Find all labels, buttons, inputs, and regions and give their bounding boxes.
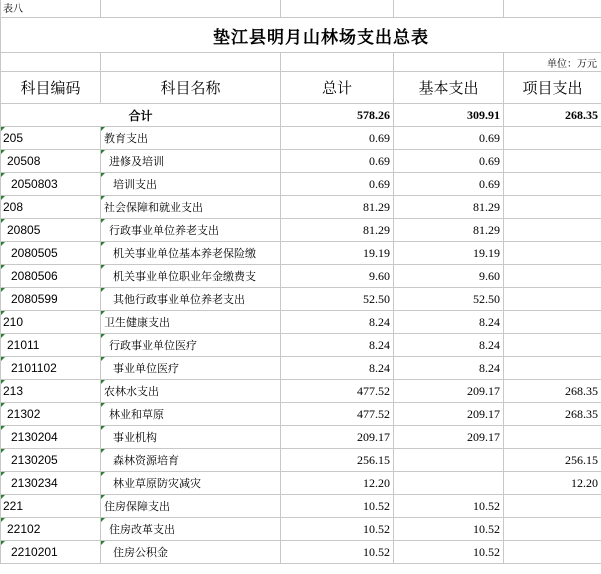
table-row: [1, 334, 601, 357]
table-row: [1, 472, 601, 495]
cell-code[interactable]: 2210201: [1, 541, 101, 564]
cell-code[interactable]: 208: [1, 196, 101, 219]
cell-project[interactable]: [504, 334, 601, 357]
cell-basic[interactable]: 0.69: [394, 173, 504, 196]
cell-code[interactable]: 21302: [1, 403, 101, 426]
cell-project[interactable]: [504, 242, 601, 265]
cell-total[interactable]: 52.50: [281, 288, 394, 311]
cell-project[interactable]: 268.35: [504, 403, 601, 426]
table-row: [1, 311, 601, 334]
cell-name[interactable]: 农林水支出: [101, 380, 281, 403]
cell-basic[interactable]: 19.19: [394, 242, 504, 265]
table-row: [1, 173, 601, 196]
cell-basic[interactable]: 10.52: [394, 495, 504, 518]
cell-basic[interactable]: 209.17: [394, 426, 504, 449]
cell-basic[interactable]: [394, 449, 504, 472]
cell-name[interactable]: 林业和草原: [101, 403, 281, 426]
sheet-tag: 表八: [1, 0, 101, 18]
cell-name[interactable]: 事业单位医疗: [101, 357, 281, 380]
table-row: [1, 449, 601, 472]
header-project[interactable]: 项目支出: [504, 72, 601, 104]
cell-code[interactable]: 20508: [1, 150, 101, 173]
cell-total[interactable]: 9.60: [281, 265, 394, 288]
cell-total[interactable]: 10.52: [281, 541, 394, 564]
cell-total[interactable]: 10.52: [281, 518, 394, 541]
cell-project[interactable]: [504, 495, 601, 518]
table-row: [1, 357, 601, 380]
cell-basic[interactable]: 209.17: [394, 380, 504, 403]
cell-basic[interactable]: 81.29: [394, 219, 504, 242]
cell-code[interactable]: 210: [1, 311, 101, 334]
cell-total[interactable]: 477.52: [281, 380, 394, 403]
cell-project[interactable]: [504, 150, 601, 173]
cell-project[interactable]: [504, 288, 601, 311]
table-row: [1, 403, 601, 426]
cell-project[interactable]: [504, 357, 601, 380]
cell-project[interactable]: [504, 196, 601, 219]
cell-code[interactable]: 205: [1, 127, 101, 150]
cell-basic[interactable]: 8.24: [394, 357, 504, 380]
header-name[interactable]: 科目名称: [101, 72, 281, 104]
table-row: [1, 265, 601, 288]
cell-basic[interactable]: 8.24: [394, 311, 504, 334]
cell-name[interactable]: 行政事业单位养老支出: [101, 219, 281, 242]
cell-code[interactable]: 213: [1, 380, 101, 403]
cell-basic[interactable]: 0.69: [394, 150, 504, 173]
unit-row: [1, 53, 601, 72]
cell-name[interactable]: 培训支出: [101, 173, 281, 196]
cell-total[interactable]: 209.17: [281, 426, 394, 449]
cell-project[interactable]: [504, 265, 601, 288]
cell-basic[interactable]: 81.29: [394, 196, 504, 219]
table-row: [1, 541, 601, 564]
cell-code[interactable]: 2080506: [1, 265, 101, 288]
header-total[interactable]: 总计: [281, 72, 394, 104]
unit-label: 单位：万元: [504, 53, 601, 72]
table-row: [1, 219, 601, 242]
cell-project[interactable]: [504, 518, 601, 541]
total-row: [1, 104, 601, 127]
table-row: [1, 518, 601, 541]
cell-name[interactable]: 卫生健康支出: [101, 311, 281, 334]
sheet-tag-row: [1, 0, 601, 18]
cell-code[interactable]: 21011: [1, 334, 101, 357]
cell-total[interactable]: 8.24: [281, 311, 394, 334]
cell-total[interactable]: 8.24: [281, 334, 394, 357]
data-rows: [1, 127, 601, 564]
cell-code[interactable]: 2080505: [1, 242, 101, 265]
cell-project[interactable]: 268.35: [504, 380, 601, 403]
cell-name[interactable]: 住房公积金: [101, 541, 281, 564]
cell-code[interactable]: 2130234: [1, 472, 101, 495]
cell-basic[interactable]: 209.17: [394, 403, 504, 426]
table-row: [1, 150, 601, 173]
header-row: [1, 72, 601, 104]
cell-project[interactable]: 12.20: [504, 472, 601, 495]
cell-name[interactable]: 社会保障和就业支出: [101, 196, 281, 219]
cell-basic[interactable]: 9.60: [394, 265, 504, 288]
cell-total[interactable]: 10.52: [281, 495, 394, 518]
total-project[interactable]: 268.35: [504, 104, 601, 127]
cell-project[interactable]: [504, 127, 601, 150]
cell-code[interactable]: 22102: [1, 518, 101, 541]
cell-basic[interactable]: [394, 472, 504, 495]
cell-basic[interactable]: 10.52: [394, 541, 504, 564]
cell-name[interactable]: 住房保障支出: [101, 495, 281, 518]
cell-project[interactable]: [504, 219, 601, 242]
cell-total[interactable]: 8.24: [281, 357, 394, 380]
cell-code[interactable]: 221: [1, 495, 101, 518]
table-row: [1, 242, 601, 265]
cell-project[interactable]: 256.15: [504, 449, 601, 472]
page-title: 垫江县明月山林场支出总表: [1, 18, 601, 53]
total-label[interactable]: 合计: [1, 104, 281, 127]
table-row: [1, 495, 601, 518]
cell-total[interactable]: 81.29: [281, 219, 394, 242]
cell-name[interactable]: 森林资源培育: [101, 449, 281, 472]
cell-name[interactable]: 其他行政事业单位养老支出: [101, 288, 281, 311]
total-basic[interactable]: 309.91: [394, 104, 504, 127]
table-row: [1, 380, 601, 403]
cell-total[interactable]: 12.20: [281, 472, 394, 495]
title-row: [1, 18, 601, 53]
cell-basic[interactable]: 52.50: [394, 288, 504, 311]
cell-code[interactable]: 2130204: [1, 426, 101, 449]
cell-total[interactable]: 0.69: [281, 173, 394, 196]
header-basic[interactable]: 基本支出: [394, 72, 504, 104]
cell-total[interactable]: 477.52: [281, 403, 394, 426]
cell-project[interactable]: [504, 426, 601, 449]
table-row: [1, 196, 601, 219]
cell-code[interactable]: 2050803: [1, 173, 101, 196]
cell-name[interactable]: 事业机构: [101, 426, 281, 449]
cell-name[interactable]: 机关事业单位基本养老保险缴: [101, 242, 281, 265]
cell-name[interactable]: 行政事业单位医疗: [101, 334, 281, 357]
table-row: [1, 426, 601, 449]
cell-basic[interactable]: 0.69: [394, 127, 504, 150]
cell-name[interactable]: 进修及培训: [101, 150, 281, 173]
cell-code[interactable]: 2130205: [1, 449, 101, 472]
cell-basic[interactable]: 8.24: [394, 334, 504, 357]
cell-name[interactable]: 住房改革支出: [101, 518, 281, 541]
cell-name[interactable]: 教育支出: [101, 127, 281, 150]
cell-project[interactable]: [504, 311, 601, 334]
cell-total[interactable]: 0.69: [281, 150, 394, 173]
cell-basic[interactable]: 10.52: [394, 518, 504, 541]
table-row: [1, 127, 601, 150]
cell-project[interactable]: [504, 541, 601, 564]
cell-total[interactable]: 81.29: [281, 196, 394, 219]
cell-name[interactable]: 机关事业单位职业年金缴费支: [101, 265, 281, 288]
cell-total[interactable]: 19.19: [281, 242, 394, 265]
total-amount[interactable]: 578.26: [281, 104, 394, 127]
cell-project[interactable]: [504, 173, 601, 196]
header-code[interactable]: 科目编码: [1, 72, 101, 104]
cell-code[interactable]: 2080599: [1, 288, 101, 311]
table-row: [1, 288, 601, 311]
cell-code[interactable]: 20805: [1, 219, 101, 242]
cell-name[interactable]: 林业草原防灾减灾: [101, 472, 281, 495]
cell-code[interactable]: 2101102: [1, 357, 101, 380]
cell-total[interactable]: 0.69: [281, 127, 394, 150]
cell-total[interactable]: 256.15: [281, 449, 394, 472]
